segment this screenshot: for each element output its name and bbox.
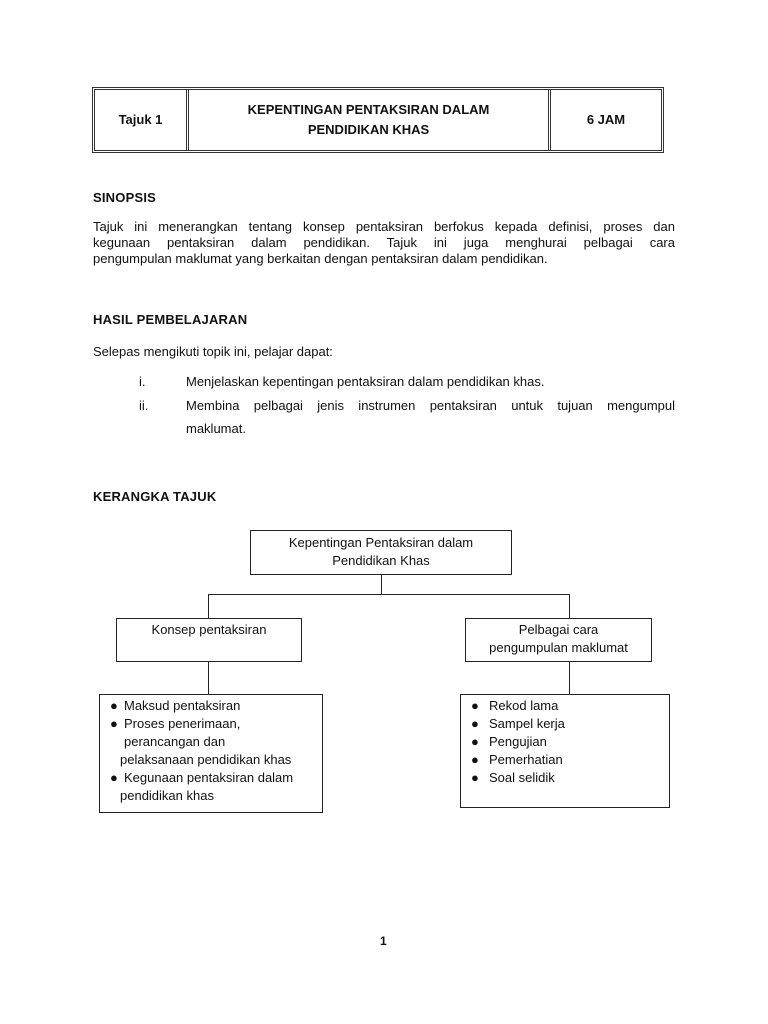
outcome-1-text: Menjelaskan kepentingan pentaksiran dalam pendidikan khas. bbox=[186, 374, 545, 389]
list-item: ● Sampel kerja bbox=[471, 716, 565, 731]
bullet-icon: ● bbox=[110, 698, 118, 713]
framework-right-title-line1: Pelbagai cara bbox=[518, 622, 599, 637]
list-item: ● Proses penerimaan, bbox=[110, 716, 241, 731]
connector-root-down bbox=[381, 575, 382, 595]
bullet-icon: ● bbox=[471, 770, 479, 785]
outcome-2-text bbox=[186, 394, 675, 440]
list-item-continuation: pendidikan khas bbox=[120, 788, 214, 803]
topic-duration: 6 JAM bbox=[586, 112, 626, 127]
framework-right-list bbox=[471, 697, 669, 787]
framework-left-box bbox=[116, 618, 302, 662]
framework-root-box bbox=[250, 530, 512, 575]
list-item: ● Kegunaan pentaksiran dalam bbox=[110, 770, 294, 785]
bullet-icon: ● bbox=[471, 752, 479, 767]
connector-left-to-list bbox=[208, 662, 209, 694]
topic-title bbox=[189, 90, 551, 150]
framework-right-title-line2: pengumpulan maklumat bbox=[489, 640, 628, 655]
outcome-2-number: ii. bbox=[139, 398, 149, 413]
bullet-icon: ● bbox=[471, 698, 479, 713]
framework-right-box bbox=[465, 618, 652, 662]
topic-title-line1: KEPENTINGAN PENTAKSIRAN DALAM bbox=[247, 102, 490, 117]
synopsis-line3: pengumpulan maklumat yang berkaitan dengan pentaksiran dalam pendidikan. bbox=[93, 251, 548, 266]
list-item: ● Pemerhatian bbox=[471, 752, 563, 767]
connector-right-to-list bbox=[569, 662, 570, 694]
connector-right-down bbox=[569, 594, 570, 618]
connector-left-down bbox=[208, 594, 209, 618]
outcome-2-line1: Membina pelbagai jenis instrumen pentaksiran untuk tujuan mengumpul bbox=[186, 398, 675, 413]
bullet-icon: ● bbox=[110, 770, 118, 785]
topic-label: Tajuk 1 bbox=[95, 90, 189, 150]
list-item: ● Soal selidik bbox=[471, 770, 555, 785]
synopsis-line2: kegunaan pentaksiran dalam pendidikan. Tajuk ini juga menghurai pelbagai cara bbox=[93, 235, 675, 250]
list-item: ● Pengujian bbox=[471, 734, 547, 749]
list-item-continuation: perancangan dan bbox=[124, 734, 226, 749]
framework-root-line1: Kepentingan Pentaksiran dalam bbox=[288, 535, 474, 550]
outcome-1-number: i. bbox=[139, 374, 146, 389]
connector-horizontal bbox=[208, 594, 570, 595]
outcomes-heading: HASIL PEMBELAJARAN bbox=[93, 312, 248, 327]
framework-root-line2: Pendidikan Khas bbox=[332, 553, 430, 568]
outcome-2-line2: maklumat. bbox=[186, 421, 246, 436]
page-number: 1 bbox=[380, 934, 387, 948]
outcomes-intro: Selepas mengikuti topik ini, pelajar dapat: bbox=[93, 344, 333, 359]
bullet-icon: ● bbox=[471, 734, 479, 749]
framework-heading: KERANGKA TAJUK bbox=[93, 489, 217, 504]
synopsis-text bbox=[93, 219, 675, 267]
list-item: ● Rekod lama bbox=[471, 698, 559, 713]
bullet-icon: ● bbox=[471, 716, 479, 731]
header-table bbox=[92, 87, 664, 153]
synopsis-heading: SINOPSIS bbox=[93, 190, 157, 205]
list-item-continuation: pelaksanaan pendidikan khas bbox=[120, 752, 292, 767]
bullet-icon: ● bbox=[110, 716, 118, 731]
framework-left-list bbox=[110, 697, 322, 805]
list-item: ● Maksud pentaksiran bbox=[110, 698, 241, 713]
synopsis-line1: Tajuk ini menerangkan tentang konsep pentaksiran berfokus kepada definisi, proses dan bbox=[93, 219, 675, 234]
topic-title-line2: PENDIDIKAN KHAS bbox=[307, 122, 430, 137]
framework-left-list-box bbox=[99, 694, 323, 813]
framework-left-title: Konsep pentaksiran bbox=[151, 622, 267, 637]
framework-right-list-box bbox=[460, 694, 670, 808]
